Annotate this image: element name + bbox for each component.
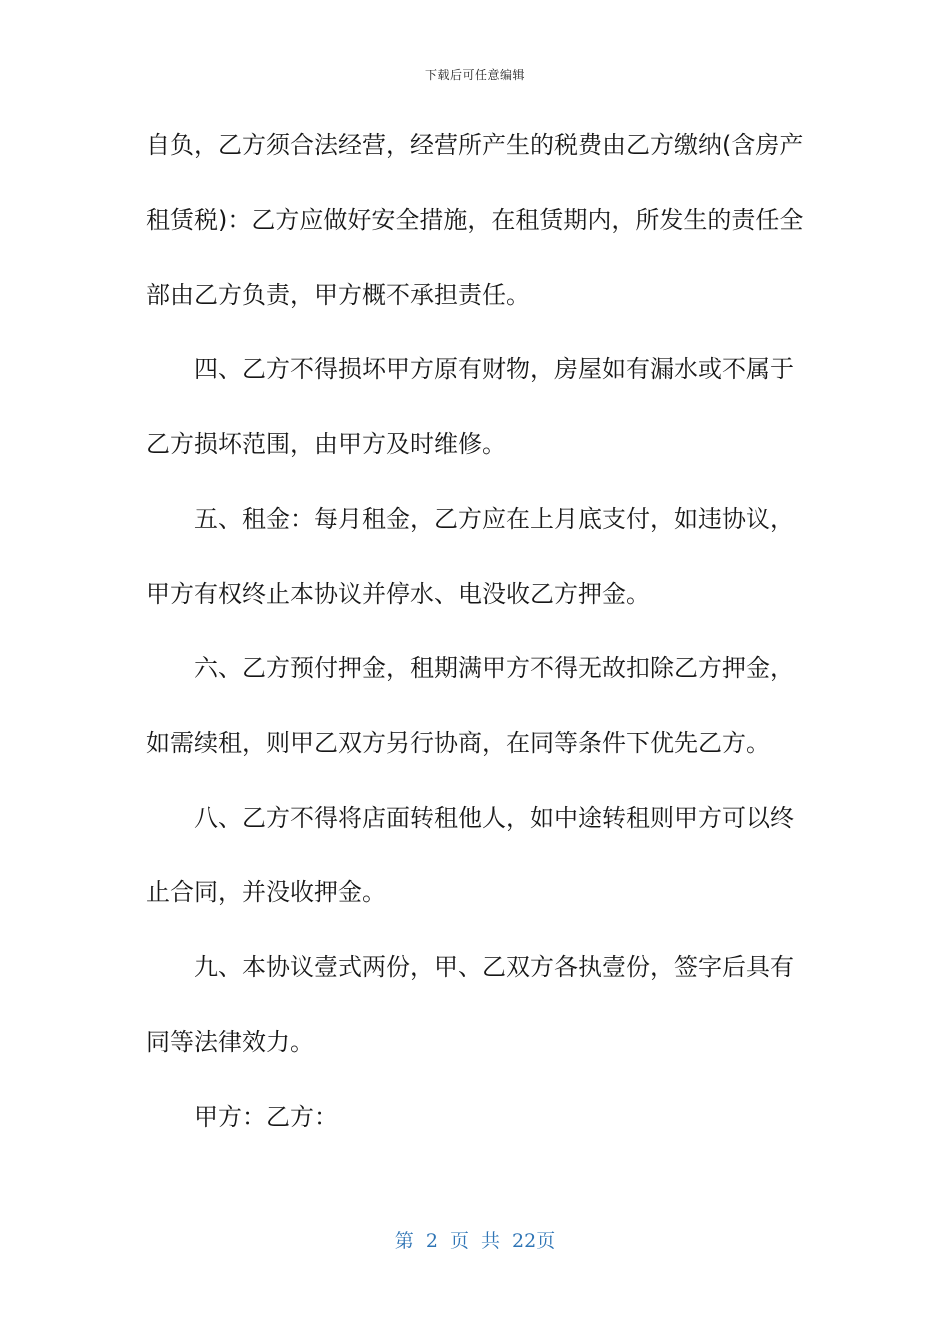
paragraph-6-line-2: 如需续租，则甲乙双方另行协商，在同等条件下优先乙方。 <box>146 729 770 757</box>
paragraph-4-line-1: 四、乙方不得损坏甲方原有财物，房屋如有漏水或不属于 <box>194 355 794 383</box>
paragraph-9-line-2: 同等法律效力。 <box>146 1028 314 1056</box>
body-line-1: 自负，乙方须合法经营，经营所产生的税费由乙方缴纳(含房产 <box>146 131 804 159</box>
page-header: 下载后可任意编辑 <box>424 68 525 82</box>
paragraph-9-line-1: 九、本协议壹式两份，甲、乙双方各执壹份，签字后具有 <box>194 953 794 981</box>
signature-line: 甲方：乙方： <box>194 1103 338 1131</box>
paragraph-5-line-1: 五、租金：每月租金，乙方应在上月底支付，如违协议， <box>194 505 794 533</box>
paragraph-8-line-2: 止合同，并没收押金。 <box>146 878 386 906</box>
paragraph-4-line-2: 乙方损坏范围，由甲方及时维修。 <box>146 430 506 458</box>
paragraph-8-line-1: 八、乙方不得将店面转租他人，如中途转租则甲方可以终 <box>194 804 794 832</box>
paragraph-5-line-2: 甲方有权终止本协议并停水、电没收乙方押金。 <box>146 580 650 608</box>
page-footer: 第 2 页 共 22页 <box>394 1230 556 1252</box>
paragraph-6-line-1: 六、乙方预付押金，租期满甲方不得无故扣除乙方押金， <box>194 654 794 682</box>
body-line-2: 租赁税)：乙方应做好安全措施，在租赁期内，所发生的责任全 <box>146 206 804 234</box>
body-line-3: 部由乙方负责，甲方概不承担责任。 <box>146 281 530 309</box>
